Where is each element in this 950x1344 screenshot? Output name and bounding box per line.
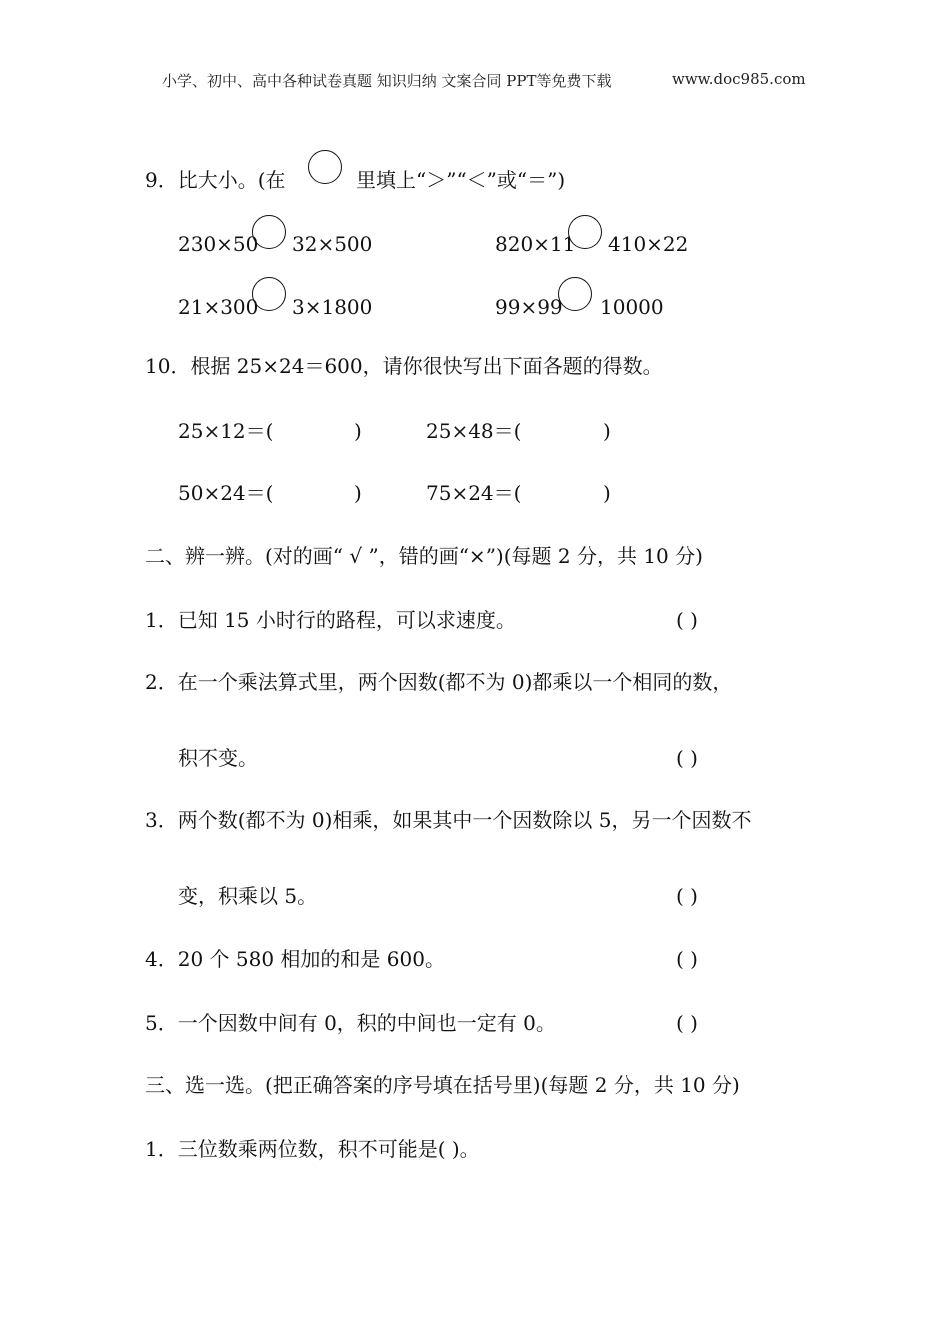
- header-right-url[interactable]: www.doc985.com: [672, 70, 806, 88]
- s2-item3-answer-blank[interactable]: ( ): [676, 884, 698, 908]
- q10-item2-close: ): [603, 419, 611, 443]
- q9-item4-right: 10000: [600, 295, 664, 319]
- q9-item3-left: 21×300: [178, 295, 259, 319]
- s2-item1-answer-blank[interactable]: ( ): [676, 608, 698, 632]
- q10-item4-expr: 75×24＝(: [426, 481, 522, 505]
- q9-example-circle: [308, 150, 342, 184]
- s2-item2-text-line1: 2．在一个乘法算式里，两个因数(都不为 0)都乘以一个相同的数，: [145, 670, 733, 694]
- q9-item4-circle[interactable]: [558, 277, 592, 311]
- s2-item5-answer-blank[interactable]: ( ): [676, 1011, 698, 1035]
- s2-item1-text: 1．已知 15 小时行的路程，可以求速度。: [145, 608, 516, 632]
- s2-item4-answer-blank[interactable]: ( ): [676, 947, 698, 971]
- section3-title: 三、选一选。(把正确答案的序号填在括号里)(每题 2 分，共 10 分): [145, 1073, 740, 1097]
- q9-prefix: 9．比大小。(在: [145, 168, 286, 192]
- q10-item2-expr: 25×48＝(: [426, 419, 522, 443]
- s2-item4-text: 4．20 个 580 相加的和是 600。: [145, 947, 445, 971]
- s2-item3-text-line2: 变，积乘以 5。: [178, 884, 318, 908]
- s2-item2-answer-blank[interactable]: ( ): [676, 746, 698, 770]
- s3-q1-text: 1．三位数乘两位数，积不可能是( )。: [145, 1137, 480, 1161]
- q10-item4-close: ): [603, 481, 611, 505]
- q10-item1-expr: 25×12＝(: [178, 419, 274, 443]
- q10-item1-close: ): [354, 419, 362, 443]
- section2-title: 二、辨一辨。(对的画“ √ ”，错的画“×”)(每题 2 分，共 10 分): [145, 544, 703, 568]
- s2-item5-text: 5．一个因数中间有 0，积的中间也一定有 0。: [145, 1011, 556, 1035]
- q9-item2-left: 820×11: [495, 232, 576, 256]
- q9-item1-circle[interactable]: [252, 215, 286, 249]
- q9-suffix: 里填上“＞”“＜”或“＝”): [356, 168, 566, 192]
- q9-item3-right: 3×1800: [292, 295, 373, 319]
- q9-item3-circle[interactable]: [252, 277, 286, 311]
- q10-item3-expr: 50×24＝(: [178, 481, 274, 505]
- s2-item3-text-line1: 3．两个数(都不为 0)相乘，如果其中一个因数除以 5，另一个因数不: [145, 808, 752, 832]
- q10-title: 10．根据 25×24＝600，请你很快写出下面各题的得数。: [145, 354, 663, 378]
- q10-item3-close: ): [354, 481, 362, 505]
- q9-item2-right: 410×22: [608, 232, 689, 256]
- q9-item1-left: 230×50: [178, 232, 259, 256]
- q9-item4-left: 99×99: [495, 295, 563, 319]
- s2-item2-text-line2: 积不变。: [178, 746, 258, 770]
- q9-item2-circle[interactable]: [568, 215, 602, 249]
- header-left: 小学、初中、高中各种试卷真题 知识归纳 文案合同 PPT等免费下载: [162, 72, 612, 90]
- q9-item1-right: 32×500: [292, 232, 373, 256]
